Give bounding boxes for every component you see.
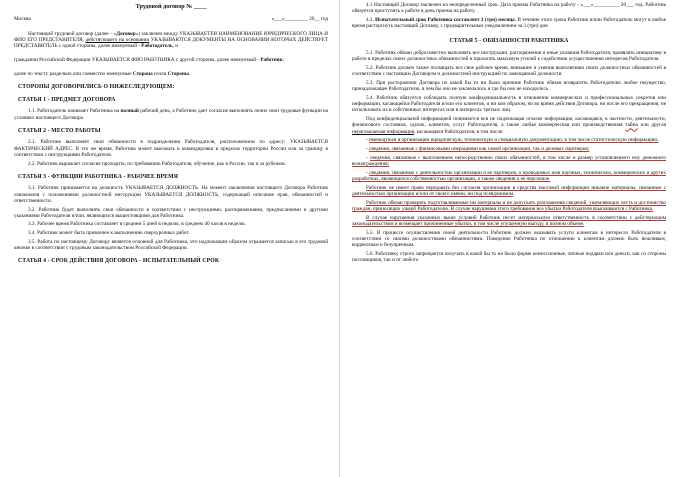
text-run-bold: Работодатель — [141, 43, 173, 50]
text-run-bold: полный — [120, 108, 139, 115]
clause-3-3: 3.3. Рабочее время Работника составляет в среднем 5 дней в неделю, в среднем 40 часов в неделю. — [28, 221, 246, 228]
bullet-dash: - — [366, 154, 370, 161]
bullet-3 — [352, 155, 666, 168]
clause-5-1: 5.1. Работник обязан добросовестно выполнять все инструкции, распоряжения и иные указания Работодателя, проявлять инициативу в работе в пределах своих должностных обязанностей и прилагать максимум усилий к содействию осуществлению интересов Работодателя. — [352, 49, 666, 63]
employee-paragraph — [14, 57, 328, 63]
text-run: . — [188, 70, 191, 77]
bullet-1 — [352, 137, 666, 143]
text-run: Под конфиденциальной информацией понимается вся не подлежащая огласке информация, касающаяся, в частности, деятельности, финансового состояния, сделок, клиентов, услуг Работодателя, а также любая коммерческая или производственная — [352, 116, 666, 129]
clause-3-1: 3.1. Работник принимается на должность УКАЗЫВАЕТСЯ ДОЛЖНОСТЬ. На момент заключения настоящего Договора Работник ознакомлен с положениями должностной инструкции УКАЗЫВАЕТСЯ ДОЛЖНОСТЬ, содержащей описание прав, обязанностей и ответственности. — [14, 185, 328, 204]
clause-5-3: 5.3. При расторжении Договора по какой бы то ни было причине Работник обязан возвратить Работодателю любое имущество, принадлежащее Работодателю, в чем бы оно не заключалось и где бы оно не находилось. — [352, 79, 666, 93]
text-run: , касающаяся Работодателя, в том числе: — [414, 128, 504, 135]
confidential-info-paragraph — [352, 116, 666, 135]
text-run-bold: Сторона — [132, 70, 153, 77]
clause-2-2: 2.2. Работник выражает согласие проходить, по требованию Работодателя, обучение, как в России, так и за рубежом. — [28, 160, 286, 167]
contract-date: «___»_________ 20__ год — [271, 16, 328, 23]
document-title: Трудовой договор № ____ — [135, 3, 207, 10]
text-run-underlined: сведения, связанные с деятельностью организации и ее партнеров, о проводимых ими научных, технических, коммерческих и других разработках, являющихся собственностью организации, а также сведения о ее персонале. — [352, 169, 666, 183]
clause-5-2: 5.2. Работник должен также посвящать все свое рабочее время, внимание и умения выполнению своих должностных обязанностей в соответствии с настоящим Договором и должностной инструкцией по замещаемой должности. — [352, 64, 666, 78]
text-run-underlined: действующего на основании — [85, 36, 150, 43]
text-run-bold: Работник — [260, 56, 283, 63]
text-run: 4.2. — [366, 16, 376, 23]
text-run-flagged: тайна — [625, 122, 638, 129]
liability-paragraph: В случае нарушения указанных выше условий Работник несет материальную ответственность в соответствии с действующим законодательством и возмещает причиненные убытки, в том числе упущенную выгоду, в полном объеме. — [352, 214, 666, 227]
clause-4-2 — [352, 17, 666, 30]
page-right — [340, 0, 680, 477]
bullet-dash: - — [366, 137, 370, 144]
clause-5-4: 5.4. Работник обязуется соблюдать полную конфиденциальность в отношении коммерческих и профессиональных секретов или информации, касающейся Работодателя и/или его клиентов, и ни ком образом, ни во время действия Договора, ни после его прекращения, не использовать их в собственных интересах или в интересах третьих лиц. — [352, 94, 666, 114]
article-4-heading: СТАТЬЯ 4 - СРОК ДЕЙСТВИЯ ДОГОВОРА - ИСПЫТАТЕЛЬНЫЙ СРОК — [18, 258, 220, 265]
clause-2-1: 2.1. Работник выполняет свои обязанности в подразделении Работодателя, расположенном по адресу: УКАЗЫВАЕТСЯ ФАКТИЧЕСКИЙ АДРЕС. В это же время, Работник может выезжать в командировки в пределах территории России или за границу в соответствии с инструкциями Работодателя. — [14, 139, 328, 158]
text-run: или другая — [637, 122, 666, 129]
text-run-bold: Стороны — [167, 70, 189, 77]
parties-paragraph — [14, 71, 328, 77]
text-run: . — [513, 191, 515, 198]
text-run-underlined: сведения, связанные с выполнением непосредственно своих обязанностей, в том числе и размер установленного ему денежного вознаграждения; — [352, 154, 666, 168]
text-run-underlined: Работник не имеет права передавать без согласия организации в средства массовой информации никакие материалы, связанные с деятельностью организации и/или — [352, 184, 666, 198]
intro-paragraph — [14, 31, 328, 50]
text-run-bold: Договор — [116, 30, 136, 37]
text-run-underlined: от своего имени, ни под псевдонимом — [429, 191, 514, 198]
text-run: рабочий день, а Работник дает согласие выполнять лично свои трудовые функции на условиях настоящего Договора. — [14, 108, 328, 121]
clause-5-6: 5.6. Работнику строго запрещается получать в какой бы то ни было форме комиссионные, личные подарки или деньги, как со стороны поставщиков, так и от любого — [352, 250, 666, 264]
city: Москва — [14, 16, 31, 23]
text-run: . В течение этого срока Работник и/или Работодатель могут в любое время расторгнуть настоящий Договор, с предварительным уведомлением за 3 (три) дня — [352, 16, 666, 30]
text-run: Настоящий трудовой договор (далее – « — [28, 30, 117, 37]
media-restriction-paragraph — [352, 185, 666, 198]
article-2-heading: СТАТЬЯ 2 - МЕСТО РАБОТЫ — [18, 128, 101, 135]
city-date-line — [14, 16, 328, 22]
text-run: 1.1. Работодатель нанимает Работника на — [28, 108, 121, 115]
article-3-heading: СТАТЬЯ 3 - ФУНКЦИИ РАБОТНИКА - РАБОЧЕЕ ВРЕМЯ — [18, 173, 178, 180]
text-run-underlined: сведения, связанные с финансовыми операциями как самой организации, так и деловых партнеров; — [369, 146, 590, 153]
text-run: и/или — [152, 70, 168, 77]
clause-3-4: 3.4. Работник может быть привлечен к выполнению сверхурочных работ. — [28, 230, 190, 237]
text-run: УКАЗЫВАЮТСЯ ДОКУМЕНТЫ НА ОСНОВАНИИ КОТОРЫХ ДЕЙСТВУЕТ ПРЕДСТАВИТЕЛЬ с одной стороны, далее именуемый - — [14, 36, 328, 50]
verification-paragraph: Работник обязан проверять подготавливаемые им материалы и не допускать разглашения сведений, ущемляющих честь и достоинство граждан, приносящих ущерб Работодателю. В случае нарушения этого требования все убытки Работодателя взыскиваются с Работника. — [352, 199, 666, 213]
article-1-heading: СТАТЬЯ 1 - ПРЕДМЕТ ДОГОВОРА — [18, 97, 116, 104]
text-run: далее по тексту раздельно или совместно именуемые — [14, 70, 133, 77]
clause-1-1 — [14, 108, 328, 121]
clause-4-1: 4.1 Настоящий Договор заключен на неопределенный срок. Дата приема Работника на работу - «___»__________ 20___ год. Работник обязуется приступить к работе в день приема на работу. — [352, 2, 666, 15]
text-run: , и — [172, 43, 178, 50]
text-run-underlined: имеющуюся в организации юридическую, техническую и специальную документацию, в том числе статистическую информацию; — [369, 137, 659, 144]
text-run: гражданин Российской Федерации УКАЗЫВАЕТСЯ ФИО РАБОТНИКА с другой стороны, далее именуемый - — [14, 56, 261, 63]
bullet-4 — [352, 170, 666, 183]
article-5-heading: СТАТЬЯ 5 - ОБЯЗАННОСТИ РАБОТНИКА — [449, 37, 569, 44]
bullet-2 — [352, 146, 666, 152]
clause-3-2: 3.2. Работник будет выполнять свои обязанности в соответствии с инструкциями, распоряжениями, предписаниями и другими указаниями Работодателя и/или, являющихся вышестоящими для Работника. — [14, 206, 328, 219]
clause-3-5: 3.5. Работа по настоящему Договору является основной для Работника, что надлежащим образом отражается записью в его трудовой книжке в соответствии с трудовым законодательством Российской Федерации. — [14, 238, 328, 252]
bullet-dash: - — [366, 169, 370, 176]
agreement-heading: СТОРОНЫ ДОГОВОРИЛИСЬ О НИЖЕСЛЕДУЮЩЕМ: — [18, 83, 175, 90]
text-run: ; — [282, 56, 285, 63]
text-run-bold: Испытательный срок Работника составляет 3 (три) месяца — [375, 16, 515, 23]
clause-5-5: 5.5. В процессе осуществления своей деятельности Работник должен оказывать услуги клиентам в интересах Работодателя в соответствии со своими должностными обязанностями. Поведение Работника по отношению к клиентам должно быть вежливым, корректным и безупречным. — [352, 229, 666, 249]
text-run: ») заключен между УКАЗЫВАЕТЕЯ НАИМЕНОВАНИЕ ЮРИДИЧЕСКОГО ЛИЦА И ФИО ЕГО ПРЕДСТАВИТЕЛЯ, — [14, 30, 329, 43]
text-run-underlined: нераглашаемая информация — [352, 128, 415, 135]
bullet-dash: - — [366, 146, 370, 153]
